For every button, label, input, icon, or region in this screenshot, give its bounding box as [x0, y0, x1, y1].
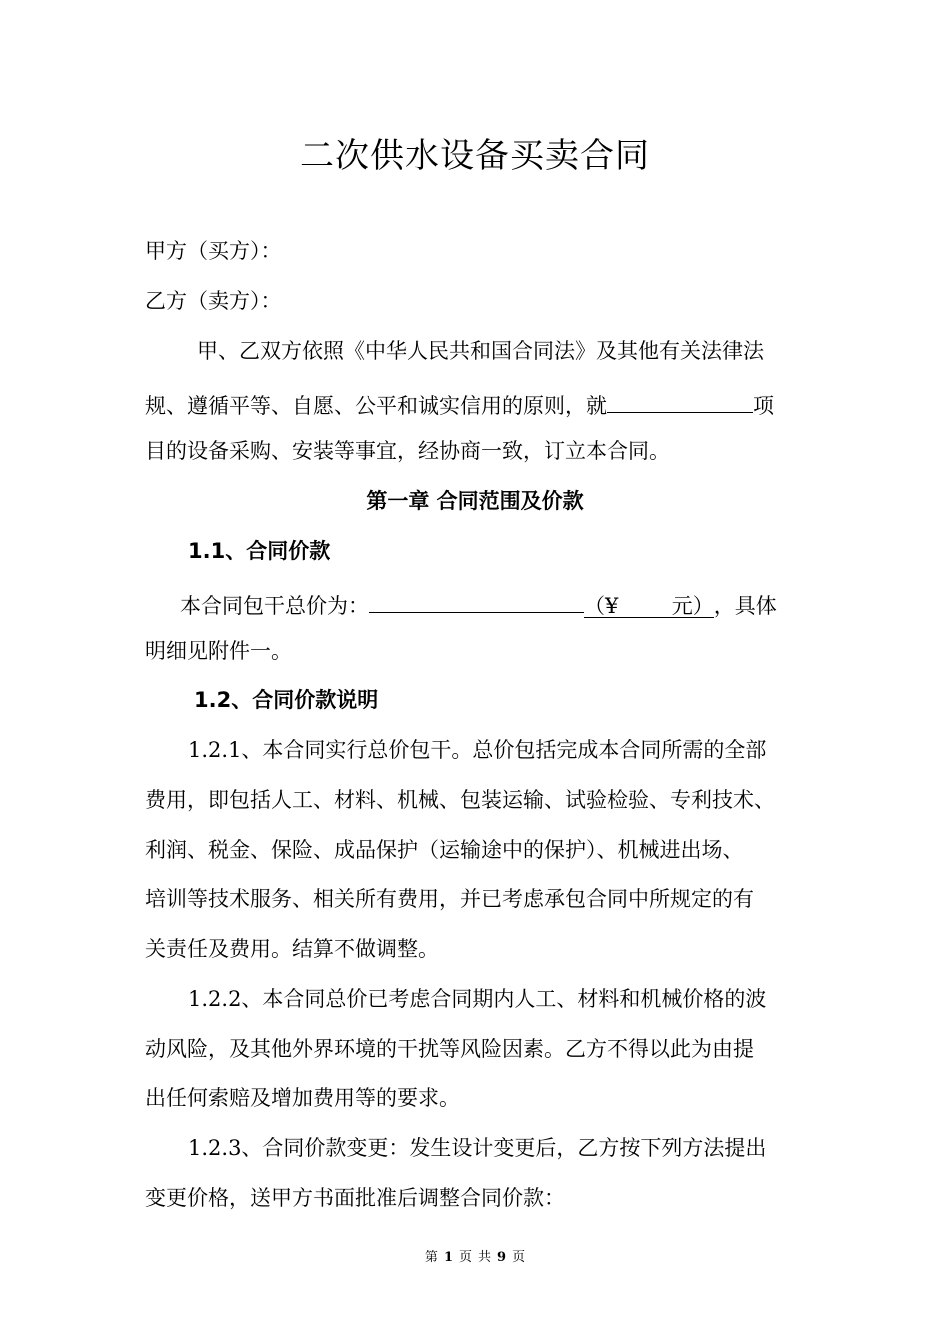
party-a-line: 甲方（买方）：: [145, 239, 282, 263]
clause-1-2-2-line: 出任何索赔及增加费用等的要求。: [145, 1086, 460, 1110]
clause-1-2-2-line: 动风险，及其他外界环境的干扰等风险因素。乙方不得以此为由提: [145, 1037, 754, 1061]
price-line: [180, 586, 777, 621]
intro-line-3: 目的设备采购、安装等事宜，经协商一致，订立本合同。: [145, 439, 670, 463]
document-title: 二次供水设备买卖合同: [300, 136, 650, 176]
footer-word: 共: [478, 1250, 492, 1265]
intro-line-2-end: 项: [753, 394, 774, 418]
project-name-blank: [607, 386, 753, 413]
clause-1-2-1-line: 1.2.1、本合同实行总价包干。总价包括完成本合同所需的全部: [188, 738, 767, 762]
clause-1-2-3-line: 变更价格，送甲方书面批准后调整合同价款：: [145, 1186, 565, 1210]
chapter-heading: 第一章 合同范围及价款: [366, 489, 584, 513]
clause-1-2-1-line: 培训等技术服务、相关所有费用，并已考虑承包合同中所规定的有: [145, 887, 754, 911]
price-blank: [369, 586, 584, 613]
clause-1-2-3-line: 1.2.3、合同价款变更：发生设计变更后，乙方按下列方法提出: [188, 1136, 767, 1160]
intro-line-2: [145, 386, 774, 421]
footer-word: 第: [424, 1250, 438, 1265]
price-label: 本合同包干总价为：: [180, 594, 369, 618]
price-amount-paren: （¥ 元）: [584, 591, 714, 618]
price-line-end: ，具体: [713, 594, 777, 618]
clause-1-2-1-line: 关责任及费用。结算不做调整。: [145, 937, 439, 961]
clause-1-2-1-line: 利润、税金、保险、成品保护（运输途中的保护）、机械进出场、: [145, 838, 744, 862]
footer-word: 页: [512, 1250, 526, 1265]
clause-1-2-2-line: 1.2.2、本合同总价已考虑合同期内人工、材料和机械价格的波: [188, 987, 767, 1011]
footer-word: 页: [458, 1250, 472, 1265]
current-page-number: 1: [443, 1250, 453, 1265]
intro-line-1: 甲、乙双方依照《中华人民共和国合同法》及其他有关法律法: [197, 339, 764, 363]
price-line-2: 明细见附件一。: [145, 639, 292, 663]
total-page-number: 9: [497, 1250, 507, 1265]
party-b-line: 乙方（卖方）：: [145, 289, 282, 313]
clause-1-2-1-line: 费用，即包括人工、材料、机械、包装运输、试验检验、专利技术、: [145, 788, 775, 812]
section-heading-1-2: 1.2、合同价款说明: [194, 688, 379, 712]
intro-line-2-text: 规、遵循平等、自愿、公平和诚实信用的原则，就: [145, 394, 607, 418]
page-footer: [0, 1246, 950, 1265]
section-heading-1-1: 1.1、合同价款: [188, 539, 331, 563]
